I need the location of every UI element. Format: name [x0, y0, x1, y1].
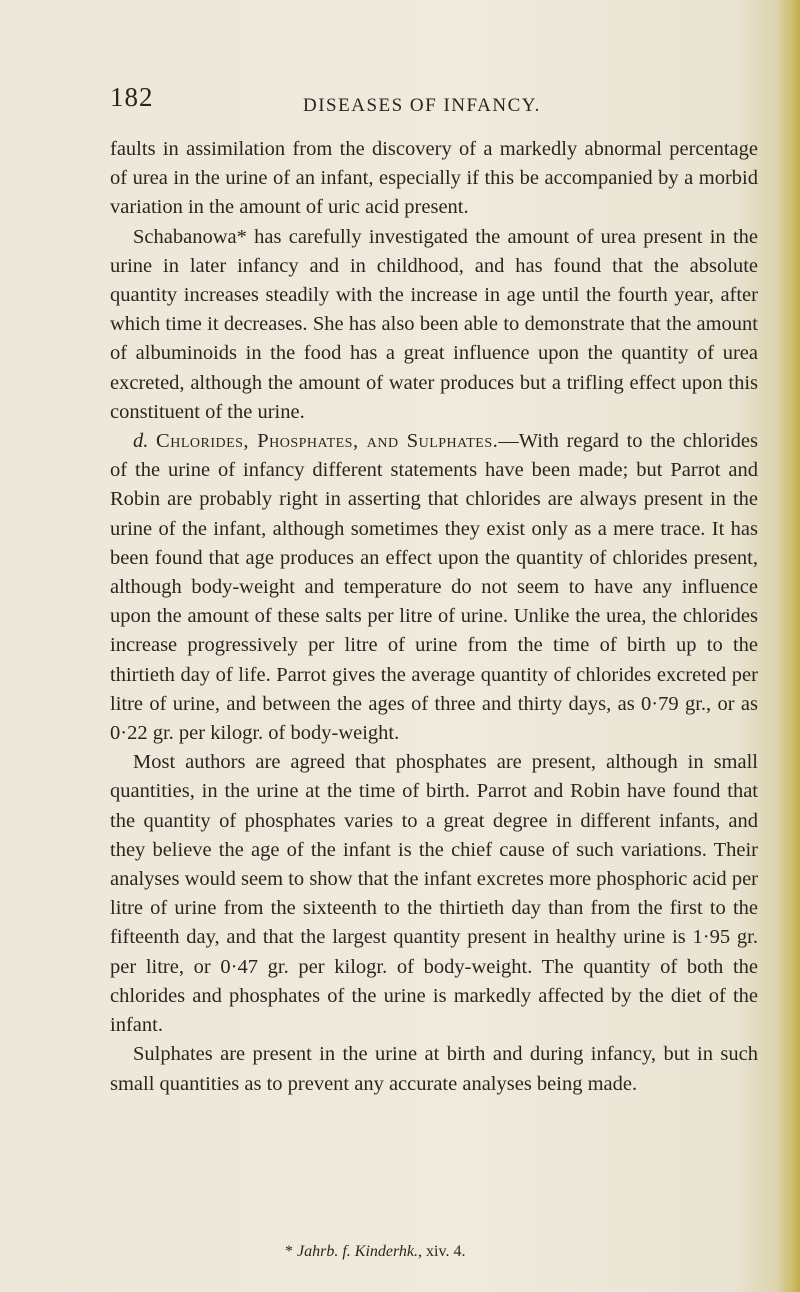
section-heading: Chlorides, Phosphates, and Sulphates.	[156, 430, 499, 453]
paragraph-continued: faults in assimilation from the discovery of a markedly abnormal percentage of urea in the urine of an infant, especially if this be accompanied by a morbid variation in the amount of uric acid present.	[110, 138, 758, 219]
running-head: DISEASES OF INFANCY.	[303, 95, 541, 116]
paragraph-sulphates: Sulphates are present in the urine at birth and during infancy, but in such small quantities as to prevent any accurate analyses being made.	[110, 1043, 758, 1095]
paragraph-phosphates: Most authors are agreed that phosphates are present, although in small quantities, in the urine at the time of birth. Parrot and Robin have found that the quantity of phosphates varies to a great degree in different infants, and they believe the age of the infant is the chief cause of such variations. Their analyses would seem to show that the infant excretes more phosphoric acid per litre of urine from the sixteenth to the thirtieth day than from the first to the fifteenth day, and that the largest quantity present in healthy urine is 1·95 gr. per litre, or 0·47 gr. per kilogr. of body-weight. The quantity of both the chlorides and phosphates of the urine is markedly affected by the diet of the infant.	[110, 751, 758, 1037]
paragraph-schabanowa: Schabanowa* has carefully investigated the amount of urea present in the urine in later infancy and in childhood, and has found that the absolute quantity increases steadily with the increase in age until the fourth year, after which time it decreases. She has also been able to demonstrate that the amount of albuminoids in the food has a great influence upon the quantity of urea excreted, although the amount of water produces but a trifling effect upon this constituent of the urine.	[110, 225, 758, 423]
footnote-source: Jahrb. f. Kinderhk.	[297, 1243, 419, 1260]
footnote-detail: , xiv. 4.	[418, 1243, 466, 1260]
footnote	[285, 1243, 465, 1261]
footnote-marker: *	[285, 1243, 293, 1260]
section-label: d.	[133, 430, 149, 453]
paragraph-chlorides-text: —With regard to the chlorides of the urine of infancy different statements have been made; but Parrot and Robin are probably right in asserting that chlorides are always present in the urine of the infant, although sometimes they exist only as a mere trace. It has been found that age produces an effect upon the quantity of chlorides present, although body-weight and temperature do not seem to have any influence upon the amount of these salts per litre of urine. Unlike the urea, the chlorides increase progressively per litre of urine from the time of birth up to the thirtieth day of life. Parrot gives the average quantity of chlorides excreted per litre of urine, and between the ages of three and thirty days, as 0·79 gr., or as 0·22 gr. per kilogr. of body-weight.	[110, 430, 759, 745]
body-text	[110, 135, 758, 1099]
paragraph-chlorides	[110, 427, 758, 748]
page-number: 182	[110, 82, 154, 112]
page-edge	[778, 0, 800, 1292]
